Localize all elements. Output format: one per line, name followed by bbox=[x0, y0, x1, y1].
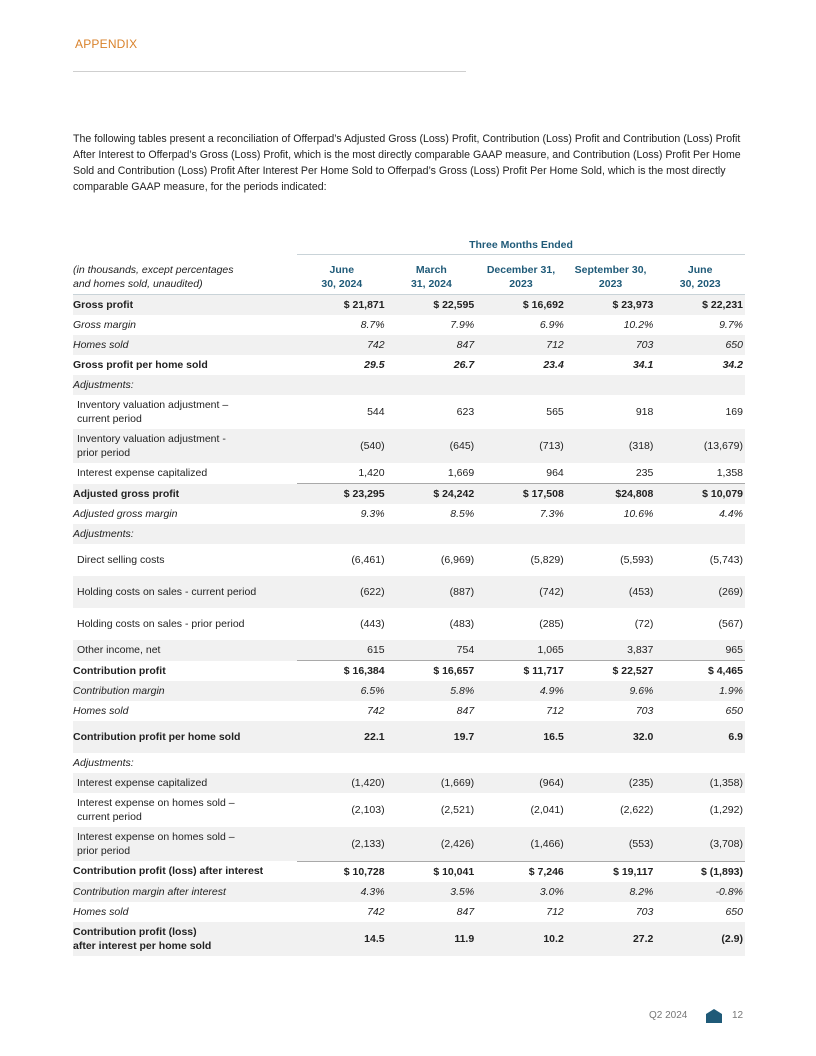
cell-value: 9.7% bbox=[719, 319, 743, 331]
cell-value: $ 19,117 bbox=[566, 861, 656, 882]
cell-value bbox=[297, 375, 387, 395]
row-label: Holding costs on sales - prior period bbox=[77, 618, 245, 630]
cell-value: 32.0 bbox=[566, 721, 656, 753]
cell-value: 6.9% bbox=[539, 319, 564, 331]
cell-value: 703 bbox=[635, 905, 654, 918]
section-label: APPENDIX bbox=[75, 37, 138, 51]
cell-value bbox=[655, 375, 745, 395]
cell-value: $ 16,692 bbox=[476, 295, 566, 316]
cell-value: 34.2 bbox=[722, 359, 743, 371]
cell-value: 22.1 bbox=[297, 721, 387, 753]
table-row bbox=[73, 827, 745, 861]
cell-value bbox=[566, 375, 656, 395]
cell-value: (540) bbox=[297, 429, 387, 463]
header-divider bbox=[73, 71, 466, 72]
cell-value bbox=[566, 753, 656, 773]
cell-value: 8.7% bbox=[360, 319, 385, 331]
cell-value: 6.9 bbox=[655, 721, 745, 753]
cell-value: (1,292) bbox=[709, 804, 743, 816]
table-row bbox=[73, 701, 745, 721]
cell-value: 742 bbox=[367, 705, 385, 717]
cell-value: (622) bbox=[297, 576, 387, 608]
cell-value: 11.9 bbox=[387, 922, 477, 956]
cell-value: (72) bbox=[634, 618, 654, 630]
cell-value: $ 10,079 bbox=[655, 484, 745, 505]
cell-value: (2,426) bbox=[387, 827, 477, 861]
table-row bbox=[73, 544, 745, 576]
cell-value: 847 bbox=[456, 705, 475, 717]
table-row bbox=[73, 375, 745, 395]
footer-period: Q2 2024 bbox=[649, 1010, 688, 1021]
cell-value: (964) bbox=[476, 773, 566, 793]
cell-value: 623 bbox=[456, 406, 475, 418]
table-row bbox=[73, 335, 745, 355]
cell-value: 742 bbox=[297, 335, 387, 355]
cell-value: 9.3% bbox=[360, 508, 385, 520]
cell-value bbox=[387, 524, 477, 544]
cell-value: 703 bbox=[566, 335, 656, 355]
home-icon bbox=[706, 1009, 722, 1023]
row-label: Adjustments: bbox=[73, 375, 297, 395]
cell-value: (1,669) bbox=[387, 773, 477, 793]
cell-value: 16.5 bbox=[476, 721, 566, 753]
cell-value: (742) bbox=[476, 576, 566, 608]
table-row bbox=[73, 524, 745, 544]
cell-value: 1,358 bbox=[716, 467, 743, 479]
table-row bbox=[73, 861, 745, 882]
cell-value: 703 bbox=[635, 705, 654, 717]
table-row bbox=[73, 484, 745, 505]
cell-value bbox=[476, 375, 566, 395]
table-row bbox=[73, 355, 745, 375]
cell-value: 754 bbox=[387, 640, 477, 661]
cell-value: 3.0% bbox=[476, 882, 566, 902]
cell-value: 650 bbox=[725, 705, 743, 717]
row-label: Homes sold bbox=[73, 705, 129, 717]
cell-value: (3,708) bbox=[655, 827, 745, 861]
cell-value: (2,622) bbox=[620, 804, 654, 816]
cell-value: 544 bbox=[367, 406, 385, 418]
row-label: Interest expense capitalized bbox=[73, 773, 297, 793]
cell-value: 1.9% bbox=[655, 681, 745, 701]
cell-value: 10.6% bbox=[623, 508, 654, 520]
cell-value: (5,743) bbox=[709, 554, 743, 566]
cell-value: 9.6% bbox=[566, 681, 656, 701]
row-label: Homes sold bbox=[73, 905, 129, 918]
cell-value: (553) bbox=[566, 827, 656, 861]
cell-value: 1,065 bbox=[476, 640, 566, 661]
cell-value: 650 bbox=[655, 335, 745, 355]
cell-value: 235 bbox=[635, 467, 654, 479]
cell-value: (13,679) bbox=[655, 429, 745, 463]
cell-value: 650 bbox=[725, 905, 743, 918]
table-row bbox=[73, 681, 745, 701]
cell-value: 8.2% bbox=[566, 882, 656, 902]
cell-value bbox=[476, 753, 566, 773]
table-row bbox=[73, 504, 745, 524]
three-months-ended-header: Three Months Ended bbox=[297, 239, 745, 255]
cell-value: (2,103) bbox=[351, 804, 385, 816]
column-header-jun-2024: June 30, 2024 bbox=[321, 264, 363, 290]
table-row bbox=[73, 395, 745, 429]
cell-value: 169 bbox=[725, 406, 743, 418]
cell-value bbox=[655, 524, 745, 544]
cell-value: (1,358) bbox=[655, 773, 745, 793]
cell-value: 965 bbox=[655, 640, 745, 661]
cell-value: 10.2% bbox=[623, 319, 654, 331]
cell-value: -0.8% bbox=[655, 882, 745, 902]
cell-value: 7.9% bbox=[450, 319, 475, 331]
cell-value: 712 bbox=[476, 335, 566, 355]
table-row bbox=[73, 576, 745, 608]
cell-value: (453) bbox=[566, 576, 656, 608]
cell-value: 27.2 bbox=[566, 922, 656, 956]
table-row bbox=[73, 882, 745, 902]
cell-value: (269) bbox=[655, 576, 745, 608]
row-label: Contribution profit (loss) after interest bbox=[73, 865, 264, 878]
cell-value: (2,133) bbox=[297, 827, 387, 861]
cell-value: $ 24,242 bbox=[387, 484, 477, 505]
cell-value: $ 22,527 bbox=[566, 661, 656, 682]
cell-value: $ 22,231 bbox=[655, 295, 745, 316]
reconciliation-table bbox=[73, 255, 745, 956]
table-row bbox=[73, 429, 745, 463]
cell-value: (2.9) bbox=[655, 922, 745, 956]
cell-value: $ 7,246 bbox=[476, 861, 566, 882]
row-label: Interest expense on homes sold – current period bbox=[77, 797, 235, 823]
table-row bbox=[73, 721, 745, 753]
cell-value: 19.7 bbox=[387, 721, 477, 753]
row-label: Adjustments: bbox=[73, 524, 297, 544]
footer-page-number: 12 bbox=[732, 1010, 744, 1021]
cell-value: $24,808 bbox=[566, 484, 656, 505]
cell-value: (443) bbox=[360, 618, 385, 630]
table-row bbox=[73, 773, 745, 793]
cell-value: 742 bbox=[367, 905, 385, 918]
row-label: Gross profit bbox=[73, 295, 297, 316]
table-row bbox=[73, 753, 745, 773]
cell-value bbox=[387, 375, 477, 395]
column-header-jun-2023: June 30, 2023 bbox=[679, 264, 721, 290]
row-label: Homes sold bbox=[73, 335, 297, 355]
row-label: Contribution profit bbox=[73, 664, 166, 677]
cell-value: 23.4 bbox=[543, 359, 564, 371]
cell-value: 26.7 bbox=[453, 359, 475, 371]
cell-value: 29.5 bbox=[364, 359, 385, 371]
cell-value: (1,420) bbox=[297, 773, 387, 793]
cell-value: 10.2 bbox=[476, 922, 566, 956]
cell-value: 615 bbox=[297, 640, 387, 661]
cell-value bbox=[476, 524, 566, 544]
cell-value bbox=[297, 753, 387, 773]
cell-value bbox=[297, 524, 387, 544]
cell-value: (645) bbox=[387, 429, 477, 463]
cell-value: $ 4,465 bbox=[655, 661, 745, 682]
row-label: Contribution profit (loss) after interest per home sold bbox=[73, 922, 297, 956]
cell-value: 1,420 bbox=[358, 467, 385, 479]
row-label: Contribution margin after interest bbox=[73, 882, 297, 902]
row-label: Gross profit per home sold bbox=[73, 359, 208, 371]
cell-value: 4.4% bbox=[719, 508, 743, 520]
column-header-mar-2024: March 31, 2024 bbox=[410, 264, 452, 290]
cell-value: $ 21,871 bbox=[297, 295, 387, 316]
cell-value: $ 23,295 bbox=[297, 484, 387, 505]
cell-value: $ 11,717 bbox=[476, 661, 566, 682]
row-label: Interest expense on homes sold – prior period bbox=[73, 827, 297, 861]
cell-value: (713) bbox=[476, 429, 566, 463]
cell-value: $ 16,384 bbox=[297, 661, 387, 682]
table-row bbox=[73, 608, 745, 640]
cell-value: 34.1 bbox=[632, 359, 654, 371]
cell-value: $ 10,728 bbox=[297, 861, 387, 882]
cell-value: 964 bbox=[546, 467, 564, 479]
row-label: Holding costs on sales - current period bbox=[73, 576, 297, 608]
cell-value bbox=[655, 753, 745, 773]
cell-value: $ 17,508 bbox=[476, 484, 566, 505]
cell-value: 712 bbox=[546, 905, 564, 918]
cell-value: (483) bbox=[449, 618, 475, 630]
cell-value: (2,521) bbox=[440, 804, 475, 816]
cell-value bbox=[566, 524, 656, 544]
table-row bbox=[73, 295, 745, 316]
table-row bbox=[73, 922, 745, 956]
row-label: Inventory valuation adjustment – current period bbox=[77, 399, 229, 425]
row-label: Gross margin bbox=[73, 319, 137, 331]
cell-value: 5.8% bbox=[387, 681, 477, 701]
table-row bbox=[73, 315, 745, 335]
cell-value: $ (1,893) bbox=[655, 861, 745, 882]
cell-value: 918 bbox=[635, 406, 654, 418]
cell-value: $ 23,973 bbox=[566, 295, 656, 316]
row-label: Direct selling costs bbox=[77, 554, 165, 566]
table-row bbox=[73, 902, 745, 922]
reconciliation-table-container bbox=[73, 239, 745, 956]
cell-value: 4.9% bbox=[476, 681, 566, 701]
cell-value: 847 bbox=[456, 905, 475, 918]
cell-value: $ 10,041 bbox=[387, 861, 477, 882]
cell-value: (887) bbox=[387, 576, 477, 608]
cell-value: 8.5% bbox=[450, 508, 475, 520]
column-header-row bbox=[73, 255, 745, 295]
row-label: Contribution profit per home sold bbox=[73, 721, 297, 753]
row-label: Other income, net bbox=[73, 640, 297, 661]
cell-value: 1,669 bbox=[447, 467, 475, 479]
table-row bbox=[73, 463, 745, 484]
cell-value: 3.5% bbox=[387, 882, 477, 902]
cell-value: (567) bbox=[718, 618, 743, 630]
column-header-sep-2023: September 30, 2023 bbox=[574, 264, 647, 290]
cell-value: 14.5 bbox=[297, 922, 387, 956]
cell-value: (318) bbox=[566, 429, 656, 463]
cell-value: (1,466) bbox=[476, 827, 566, 861]
cell-value: 6.5% bbox=[297, 681, 387, 701]
table-row bbox=[73, 661, 745, 682]
table-row bbox=[73, 640, 745, 661]
cell-value: (285) bbox=[539, 618, 564, 630]
row-label: Contribution margin bbox=[73, 681, 297, 701]
cell-value: 3,837 bbox=[566, 640, 656, 661]
cell-value bbox=[387, 753, 477, 773]
cell-value: 847 bbox=[387, 335, 477, 355]
cell-value: 4.3% bbox=[297, 882, 387, 902]
intro-paragraph: The following tables present a reconciliation of Offerpad’s Adjusted Gross (Loss) Profit, Contribution (Loss) Profit and Contribution (Loss) Profit After Interest to Offerpad’s Gross (Loss) Profit, which is the most directly comparable GAAP measure, and Contribution (Loss) Profit Per Home Sold and Contribution (Loss) Profit After Interest Per Home Sold to Offerpad’s Gross (Loss) Profit Per Home Sold, which is the most directly comparable GAAP measure, for the periods indicated: bbox=[73, 133, 741, 193]
cell-value: (6,969) bbox=[440, 554, 475, 566]
row-header-label: (in thousands, except percentages and homes sold, unaudited) bbox=[73, 264, 234, 290]
cell-value: 7.3% bbox=[539, 508, 564, 520]
cell-value: (5,593) bbox=[620, 554, 654, 566]
table-body bbox=[73, 295, 745, 956]
cell-value: 565 bbox=[546, 406, 564, 418]
row-label: Adjusted gross margin bbox=[73, 508, 178, 520]
row-label: Adjustments: bbox=[73, 757, 134, 769]
cell-value: (235) bbox=[566, 773, 656, 793]
row-label: Adjusted gross profit bbox=[73, 484, 297, 505]
row-label: Interest expense capitalized bbox=[77, 467, 208, 480]
cell-value: (6,461) bbox=[351, 554, 385, 566]
cell-value: (5,829) bbox=[530, 554, 564, 566]
cell-value: $ 22,595 bbox=[387, 295, 477, 316]
cell-value: $ 16,657 bbox=[387, 661, 477, 682]
table-row bbox=[73, 793, 745, 827]
column-header-dec-2023: December 31, 2023 bbox=[486, 264, 556, 290]
cell-value: (2,041) bbox=[530, 804, 564, 816]
row-label: Inventory valuation adjustment - prior period bbox=[73, 429, 297, 463]
cell-value: 712 bbox=[546, 705, 564, 717]
